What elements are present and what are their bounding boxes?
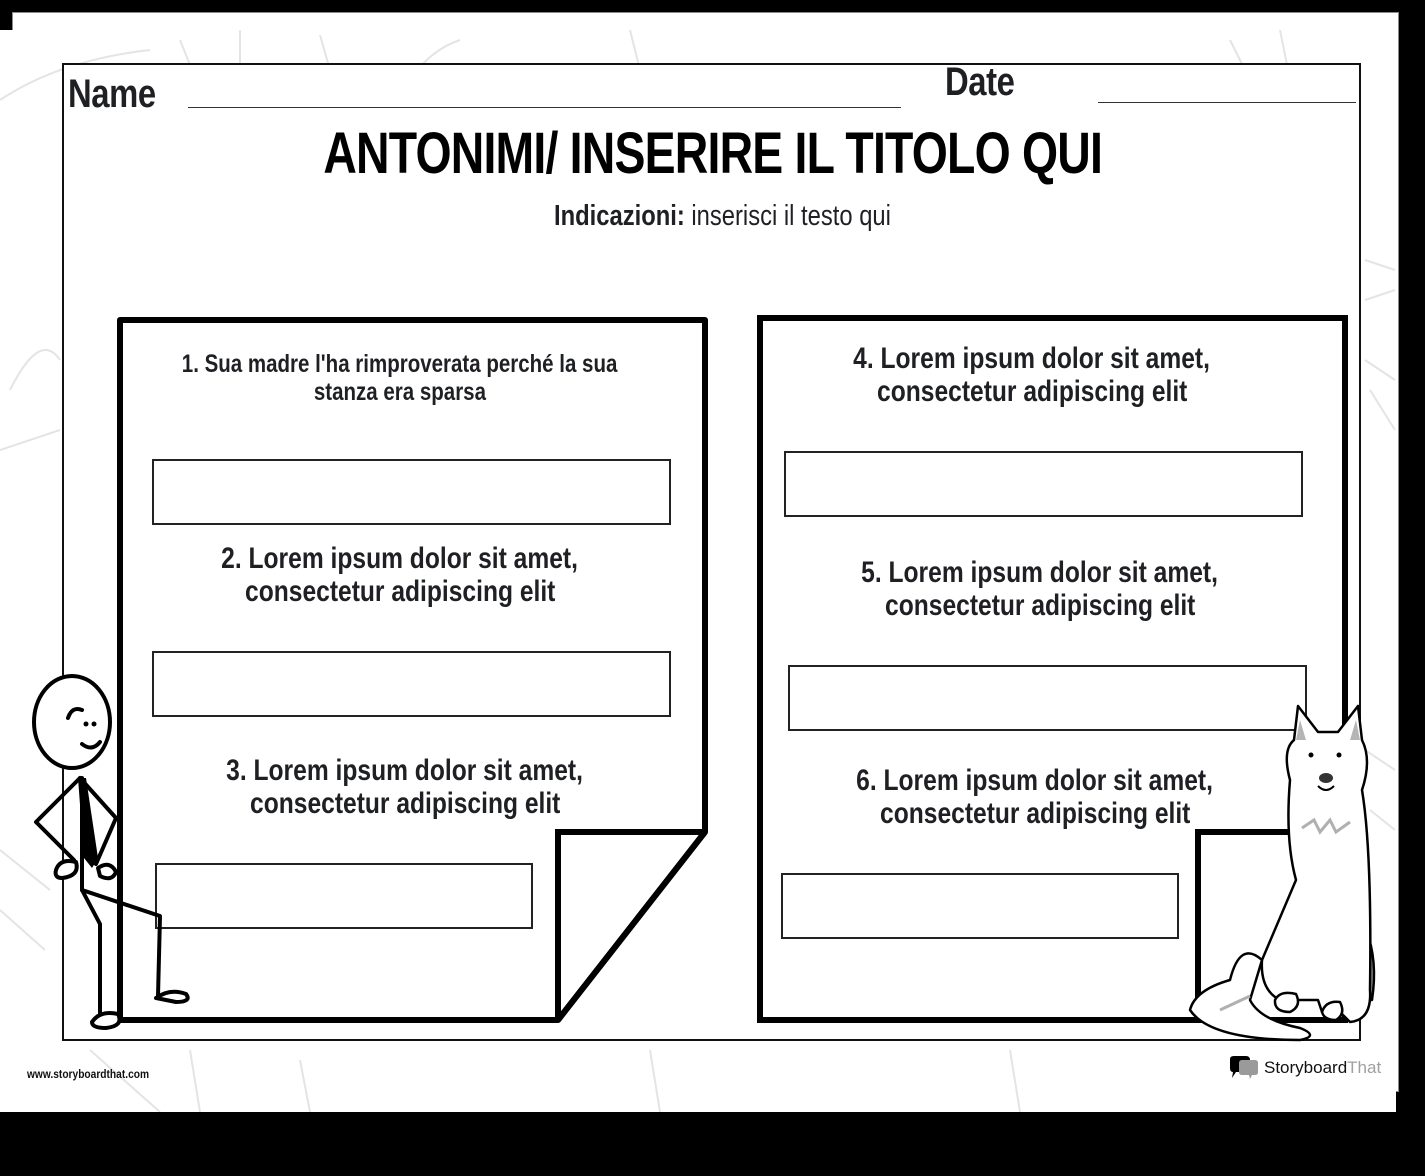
brand-name-dark: Storyboard xyxy=(1264,1058,1348,1077)
dog-nose-icon xyxy=(1319,773,1333,783)
target-word: sparsa xyxy=(419,378,487,406)
title-text: ANTONIMI/ INSERIRE IL TITOLO QUI xyxy=(323,121,1102,186)
speech-bubbles-icon xyxy=(1228,1056,1260,1080)
question-5: 5. Lorem ipsum dolor sit amet, consectetur adipiscing elit xyxy=(861,556,1219,622)
question-1-line2: stanza era xyxy=(313,378,420,406)
question-3: 3. Lorem ipsum dolor sit amet, consectetur adipiscing elit xyxy=(226,754,584,820)
question-6: 6. Lorem ipsum dolor sit amet, consectetur adipiscing elit xyxy=(856,764,1214,830)
website-watermark: www.storyboardthat.com xyxy=(27,1067,150,1081)
date-label: Date xyxy=(945,60,1015,104)
directions-text: inserisci il testo qui xyxy=(684,200,891,232)
question-2: 2. Lorem ipsum dolor sit amet, consectetur adipiscing elit xyxy=(221,542,579,608)
storyboardthat-logo xyxy=(1228,1056,1381,1080)
brand-name-light: That xyxy=(1347,1058,1382,1077)
name-label: Name xyxy=(68,72,156,116)
question-1: 1. Sua madre l'ha rimproverata perché la sua stanza era sparsa xyxy=(182,350,618,406)
directions-label: Indicazioni: xyxy=(554,200,685,232)
question-4: 4. Lorem ipsum dolor sit amet, consectetur adipiscing elit xyxy=(853,342,1211,408)
